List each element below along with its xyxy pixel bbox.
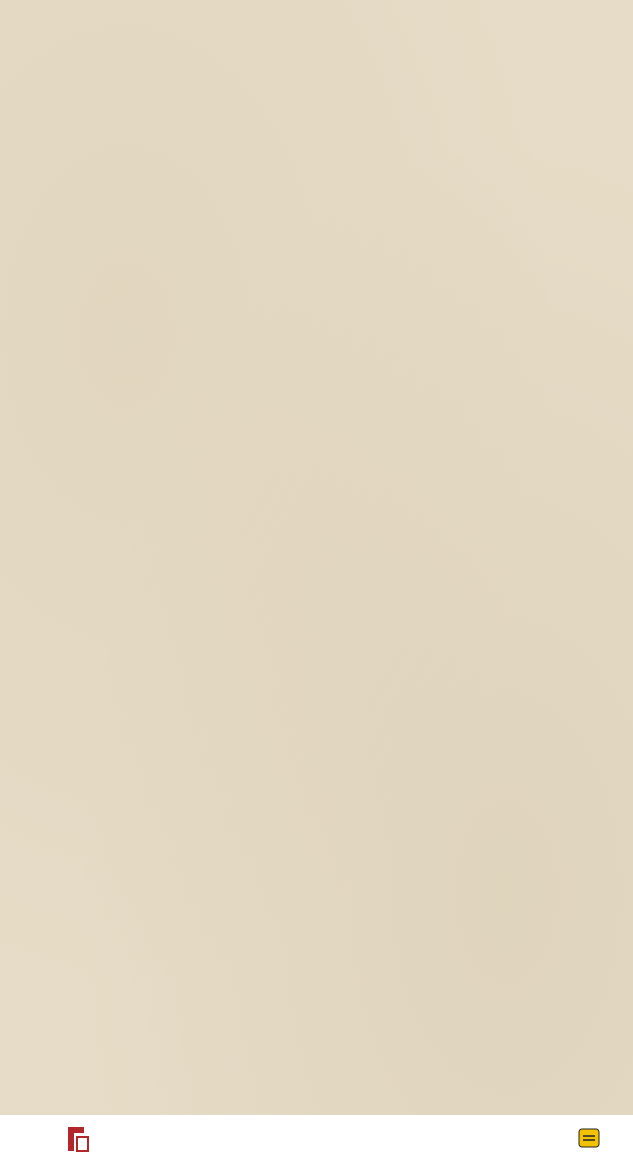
university-library-logo-icon [64, 1123, 92, 1155]
footer-bar [0, 1115, 633, 1161]
page-header [0, 96, 633, 126]
baden-wuerttemberg-emblem-icon [578, 1128, 600, 1148]
